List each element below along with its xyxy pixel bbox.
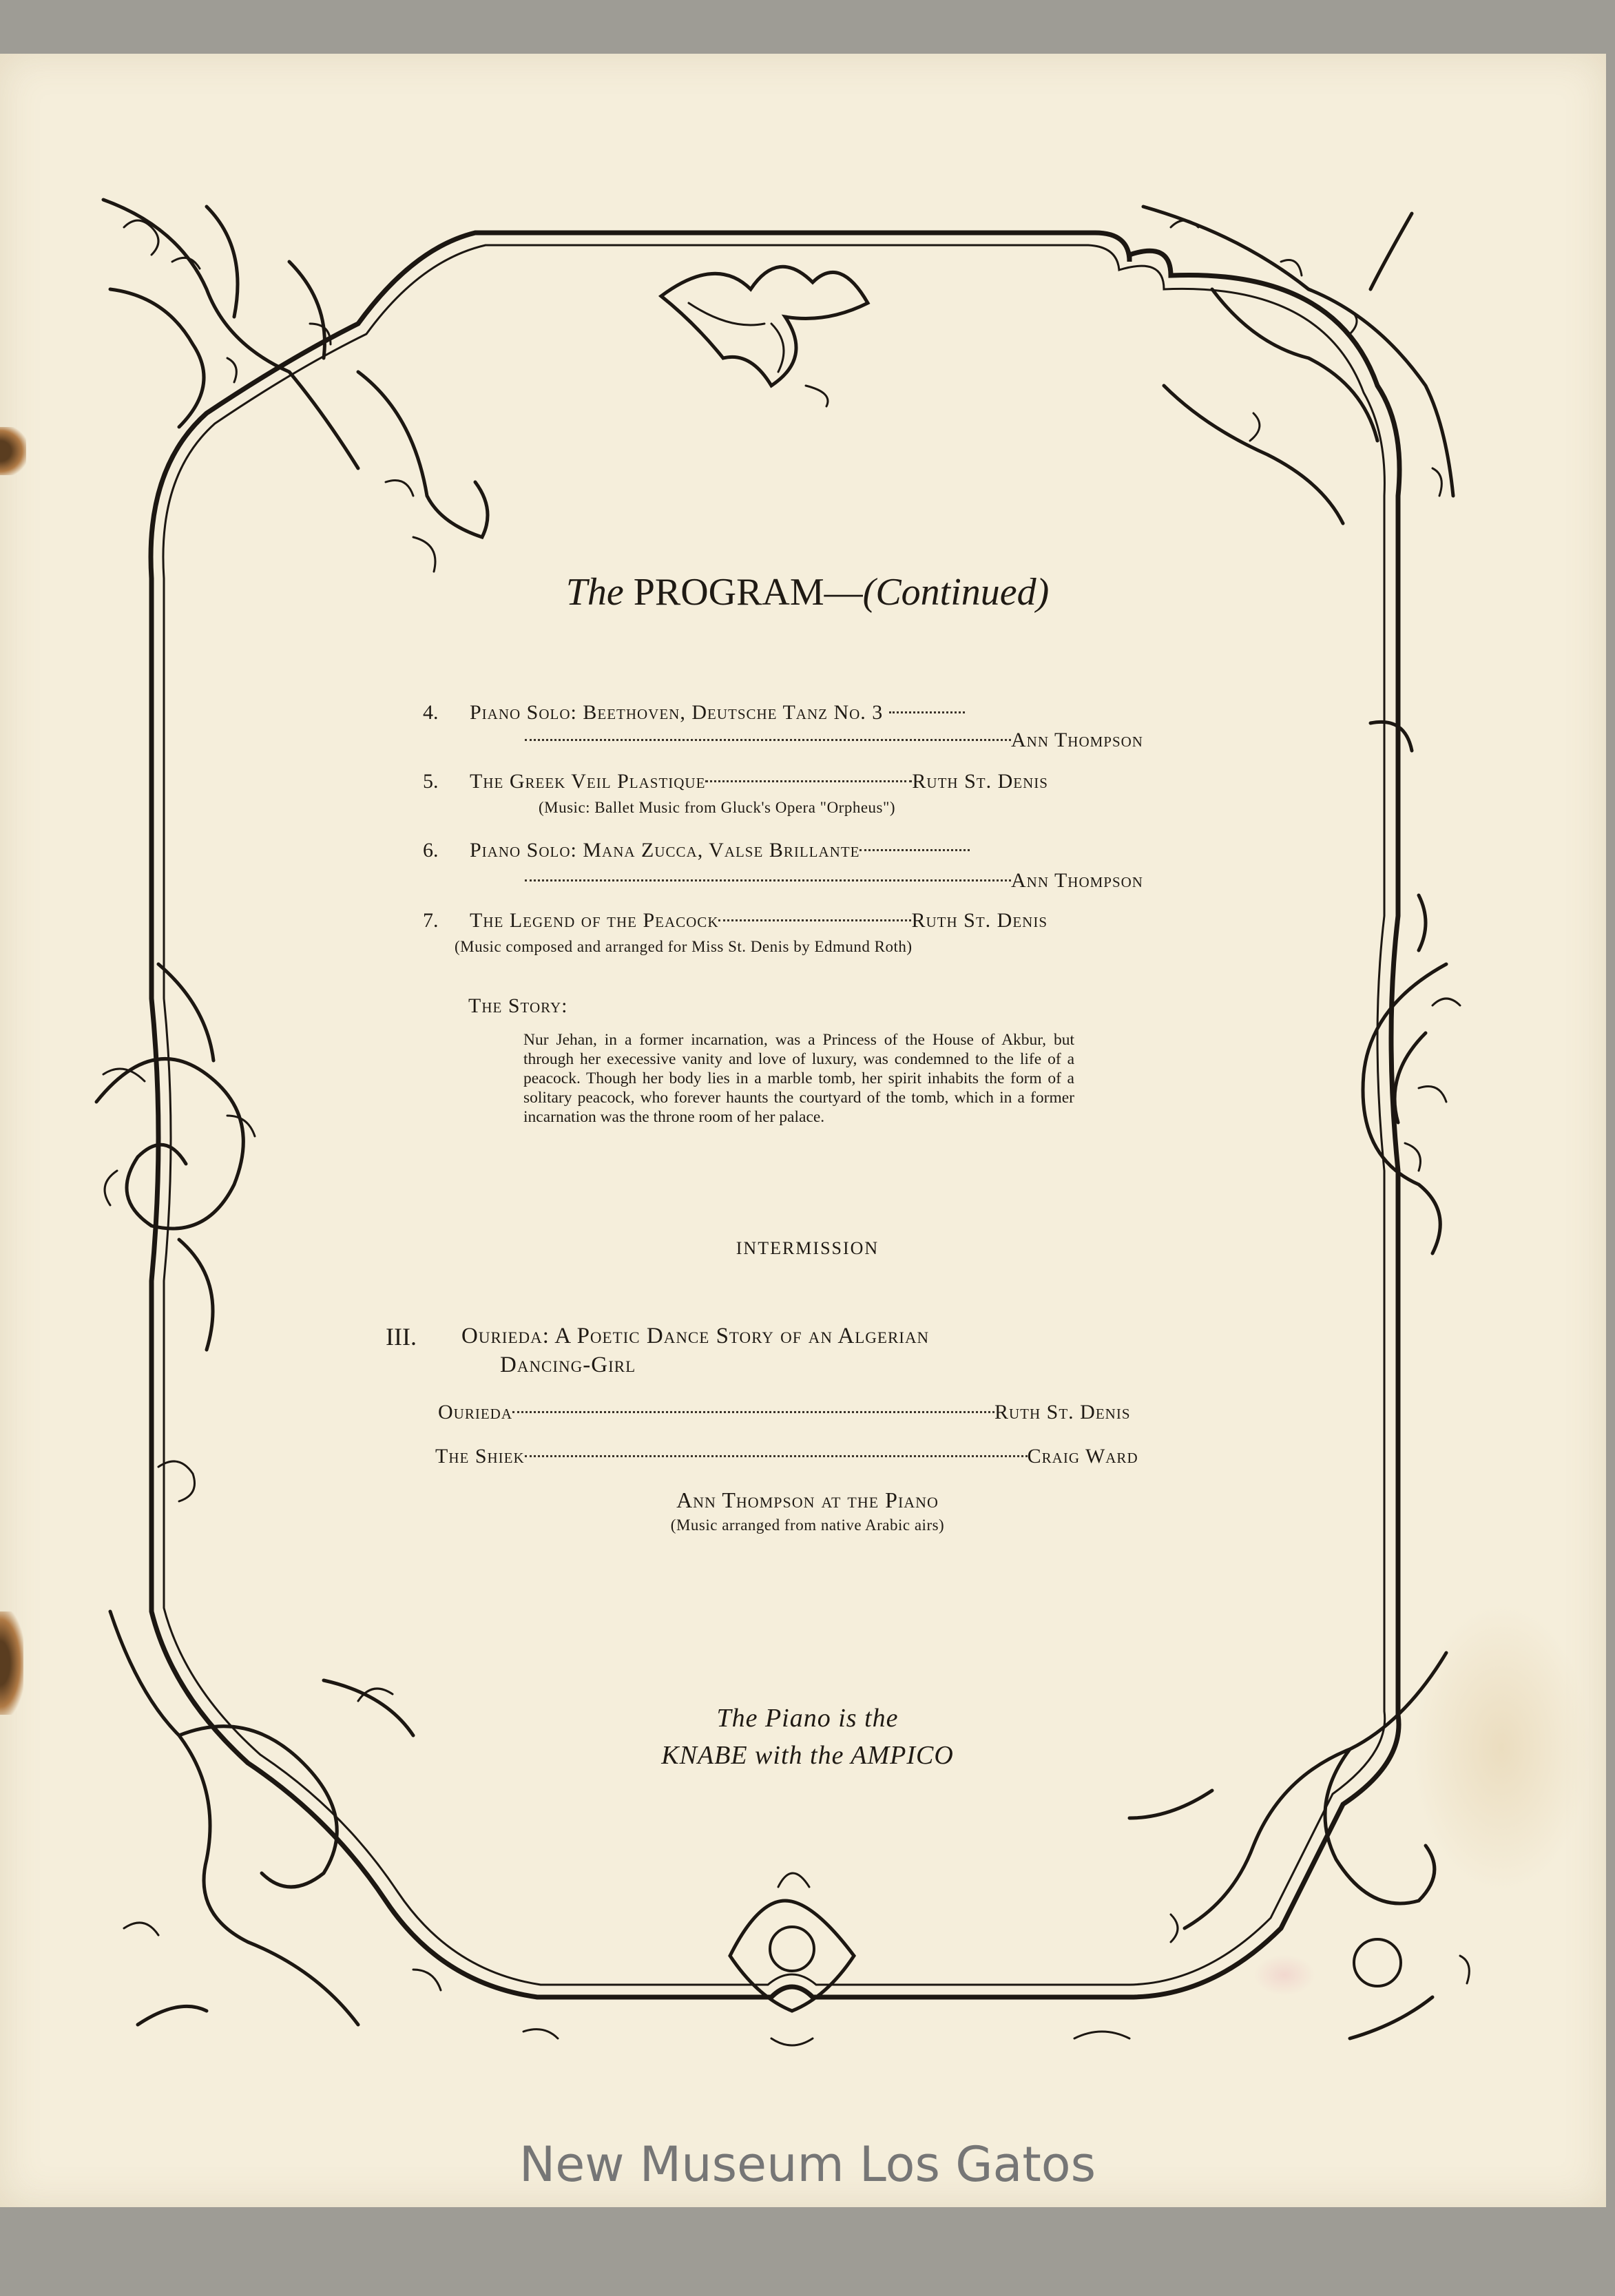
item-6-number: 6. [423, 839, 439, 862]
title-main: PROGRAM— [633, 571, 863, 614]
item-7-title-line [470, 909, 1048, 932]
cast-role-shiek: The Shiek [435, 1445, 525, 1468]
part-3-title-line2: Dancing-Girl [500, 1353, 636, 1377]
item-6-performer-line [525, 869, 1143, 893]
cast-row-shiek [435, 1445, 1138, 1468]
title-continued: (Continued) [862, 571, 1050, 614]
watermark: New Museum Los Gatos [519, 2136, 1096, 2193]
intermission: INTERMISSION [736, 1238, 879, 1258]
item-6-performer: Ann Thompson [1011, 869, 1143, 892]
piano-credit-line1: The Piano is the [716, 1704, 899, 1733]
item-5-title: The Greek Veil Plastique [470, 770, 706, 793]
item-5-title-line [470, 770, 1048, 793]
page-title [0, 570, 1615, 614]
cast-row-ourieda [438, 1401, 1131, 1424]
item-7-number: 7. [423, 909, 439, 932]
cast-performer-ourieda: Ruth St. Denis [994, 1401, 1131, 1423]
part-3-note: (Music arranged from native Arabic airs) [670, 1516, 945, 1534]
piano-credit [0, 1700, 1615, 1774]
pianist-credit: Ann Thompson at the Piano [676, 1488, 939, 1512]
part-3-number: III. [386, 1323, 417, 1350]
item-7-performer: Ruth St. Denis [911, 909, 1048, 932]
cast-performer-shiek: Craig Ward [1027, 1445, 1138, 1468]
item-7-note: (Music composed and arranged for Miss St. Denis by Edmund Roth) [455, 938, 913, 955]
cast-role-ourieda: Ourieda [438, 1401, 512, 1423]
story-text: Nur Jehan, in a former incarnation, was a Princess of the House of Akbur, but through her execessive vanity and love of luxury, was condemned to the life of a peacock. Though her body lies in a marble tomb, her spirit inhabits the form of a solitary peacock, who forever haunts the courtyard of the tomb, which in a former incarnation was the throne room of her palace. [523, 1031, 1074, 1126]
item-4-performer-line [525, 729, 1143, 752]
item-5-number: 5. [423, 770, 439, 793]
item-4-title: Piano Solo: Beethoven, Deutsche Tanz No. 3 [470, 701, 965, 724]
item-6-title: Piano Solo: Mana Zucca, Valse Brillante [470, 839, 970, 862]
item-5-performer: Ruth St. Denis [912, 770, 1048, 793]
item-5-note: (Music: Ballet Music from Gluck's Opera "Orpheus") [539, 799, 896, 816]
item-4-performer: Ann Thompson [1011, 729, 1143, 751]
item-4-number: 4. [423, 701, 439, 724]
story-label: The Story: [468, 994, 568, 1017]
piano-credit-line2: KNABE with the AMPICO [661, 1741, 954, 1770]
item-7-title: The Legend of the Peacock [470, 909, 719, 932]
part-3-title-line1: Ourieda: A Poetic Dance Story of an Algerian [461, 1324, 930, 1348]
title-the: The [565, 571, 624, 614]
